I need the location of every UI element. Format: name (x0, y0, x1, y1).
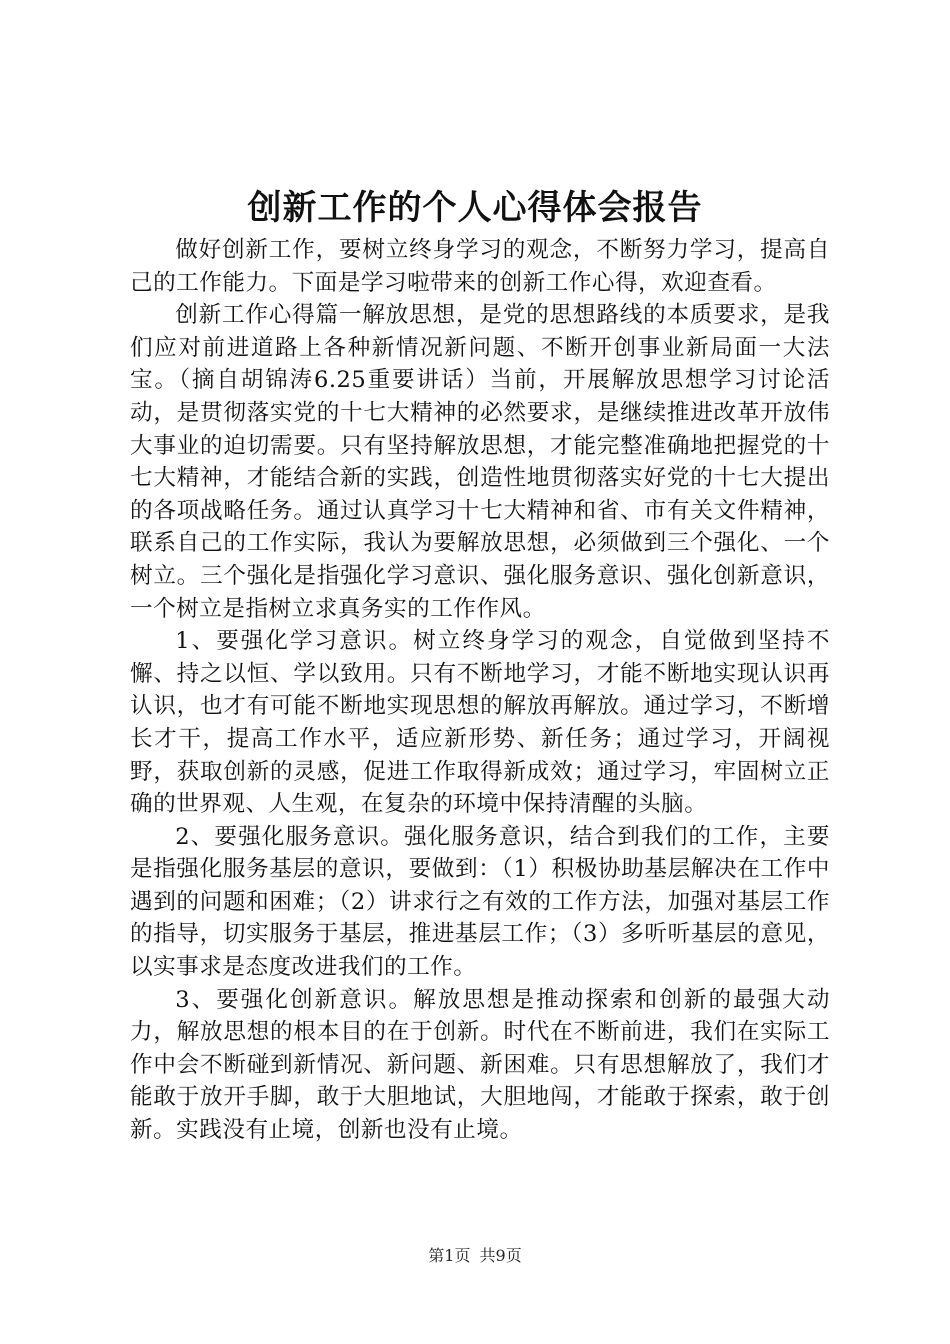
document-body (130, 234, 830, 1147)
page-footer (0, 1245, 950, 1267)
paragraph-part-one: 创新工作心得篇一解放思想，是党的思想路线的本质要求，是我们应对前进道路上各种新情况新问题、不断开创事业新局面一大法宝。（摘自胡锦涛6.25重要讲话）当前，开展解放思想学习讨论活动，是贯彻落实党的十七大精神的必然要求，是继续推进改革开放伟大事业的迫切需要。只有坚持解放思想，才能完整准确地把握党的十七大精神，才能结合新的实践，创造性地贯彻落实好党的十七大提出的各项战略任务。通过认真学习十七大精神和省、市有关文件精神，联系自己的工作实际，我认为要解放思想，必须做到三个强化、一个树立。三个强化是指强化学习意识、强化服务意识、强化创新意识，一个树立是指树立求真务实的工作作风。 (130, 302, 830, 622)
page-number: 第1页 (428, 1246, 471, 1265)
paragraph-innovation-awareness: 3、要强化创新意识。解放思想是推动探索和创新的最强大动力，解放思想的根本目的在于创新。时代在不断前进，我们在实际工作中会不断碰到新情况、新问题、新困难。只有思想解放了，我们才能敢于放开手脚，敢于大胆地试，大胆地闯，才能敢于探索，敢于创新。实践没有止境，创新也没有止境。 (130, 986, 830, 1144)
paragraph-study-awareness: 1、要强化学习意识。树立终身学习的观念，自觉做到坚持不懈、持之以恒、学以致用。只有不断地学习，才能不断地实现认识再认识，也才有可能不断地实现思想的解放再解放。通过学习，不断增长才干，提高工作水平，适应新形势、新任务；通过学习，开阔视野，获取创新的灵感，促进工作取得新成效；通过学习，牢固树立正确的世界观、人生观，在复杂的环境中保持清醒的头脑。 (130, 628, 830, 818)
page-total: 共9页 (479, 1246, 522, 1265)
paragraph-intro: 做好创新工作，要树立终身学习的观念，不断努力学习，提高自己的工作能力。下面是学习啦带来的创新工作心得，欢迎查看。 (130, 237, 830, 296)
paragraph-service-awareness: 2、要强化服务意识。强化服务意识，结合到我们的工作，主要是指强化服务基层的意识，要做到：（1）积极协助基层解决在工作中遇到的问题和困难；（2）讲求行之有效的工作方法，加强对基层工作的指导，切实服务于基层，推进基层工作；（3）多听听基层的意见，以实事求是态度改进我们的工作。 (130, 823, 830, 981)
document-title: 创新工作的个人心得体会报告 (247, 188, 703, 228)
